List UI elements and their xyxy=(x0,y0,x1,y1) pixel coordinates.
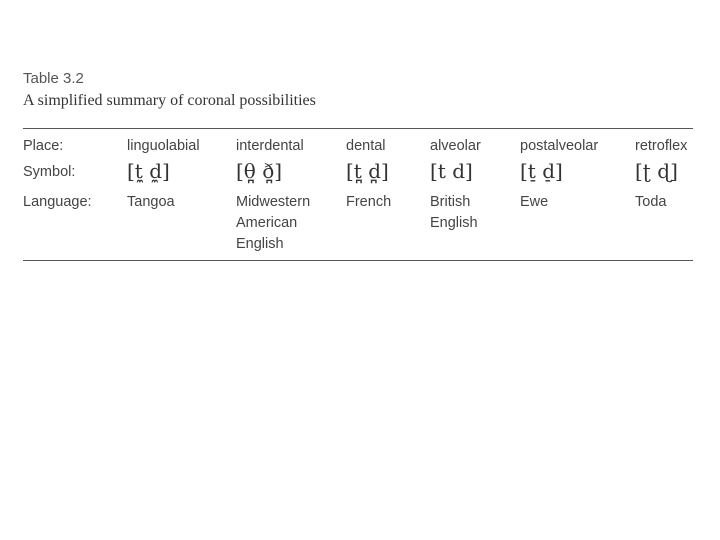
symbol-cell: [ʈ ɖ] xyxy=(635,159,678,183)
language-cell xyxy=(236,192,310,255)
language-line: English xyxy=(430,215,478,231)
language-cell xyxy=(127,192,175,213)
language-line: French xyxy=(346,194,392,210)
table-number: Table 3.2 xyxy=(23,70,84,87)
table-title: A simplified summary of coronal possibilities xyxy=(23,92,316,109)
language-cell xyxy=(520,192,548,213)
symbol-cell: [t̪ d̪] xyxy=(346,159,389,183)
place-cell: dental xyxy=(346,138,386,154)
symbol-cell: [θ̪ ð̪] xyxy=(236,159,283,183)
symbol-cell: [t̼ d̼] xyxy=(127,159,170,183)
language-line: American xyxy=(236,215,298,231)
place-cell: retroflex xyxy=(635,138,688,154)
symbol-cell: [t d] xyxy=(430,159,473,183)
language-line: English xyxy=(236,236,284,252)
row-label-language: Language: xyxy=(23,194,92,210)
language-line: British xyxy=(430,194,471,210)
place-cell: postalveolar xyxy=(520,138,599,154)
table-bottom-rule xyxy=(23,260,693,261)
place-cell: alveolar xyxy=(430,138,481,154)
language-cell xyxy=(635,192,666,213)
language-cell xyxy=(430,192,478,234)
table-caption xyxy=(23,70,316,111)
language-line: Ewe xyxy=(520,194,549,210)
language-cell xyxy=(346,192,391,213)
symbol-cell: [t̠ d̠] xyxy=(520,159,563,183)
language-line: Tangoa xyxy=(127,194,175,210)
place-cell: interdental xyxy=(236,138,304,154)
row-label-place: Place: xyxy=(23,138,64,154)
row-label-symbol: Symbol: xyxy=(23,164,76,180)
language-line: Toda xyxy=(635,194,667,210)
table-top-rule xyxy=(23,128,693,129)
language-line: Midwestern xyxy=(236,194,311,210)
place-cell: linguolabial xyxy=(127,138,200,154)
